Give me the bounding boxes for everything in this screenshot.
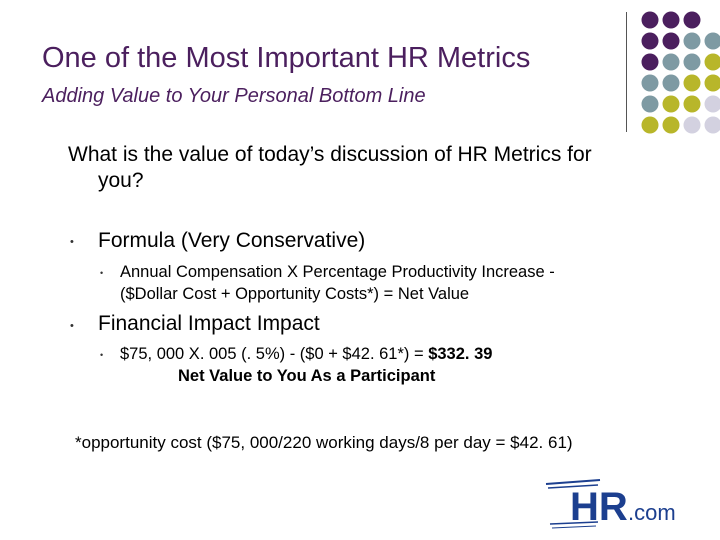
decorative-dot: [705, 96, 720, 113]
slide-title: One of the Most Important HR Metrics: [42, 42, 531, 74]
decorative-dot: [684, 54, 701, 71]
formula-detail-line-1: Annual Compensation X Percentage Productivity Increase -: [120, 263, 555, 281]
logo-com-text: .com: [628, 500, 676, 525]
decorative-dot: [663, 54, 680, 71]
decorative-dot: [705, 33, 720, 50]
calculation-result: $332. 39: [428, 345, 493, 363]
question-line-1: What is the value of today’s discussion of HR Metrics for: [68, 143, 592, 166]
net-value-caption: Net Value to You As a Participant: [178, 367, 436, 385]
bullet-financial-impact: Financial Impact Impact: [98, 312, 320, 335]
decorative-dot: [684, 96, 701, 113]
decorative-dot: [684, 12, 701, 29]
hr-com-logo: [540, 478, 690, 530]
decorative-dot: [663, 33, 680, 50]
slide-subtitle: Adding Value to Your Personal Bottom Line: [42, 85, 426, 107]
formula-detail: [120, 261, 680, 305]
calculation-text: $75, 000 X. 005 (. 5%) - ($0 + $42. 61*) =: [120, 345, 429, 363]
decorative-dot: [684, 33, 701, 50]
decorative-dot: [705, 117, 720, 134]
bullet-marker: •: [70, 236, 74, 248]
question-line-2: you?: [98, 169, 144, 192]
sub-bullet-marker: •: [100, 268, 104, 278]
decorative-dot: [684, 117, 701, 134]
decorative-dot: [684, 75, 701, 92]
decorative-dot: [663, 12, 680, 29]
decorative-dot: [705, 54, 720, 71]
decorative-dot: [642, 75, 659, 92]
bullet-formula: Formula (Very Conservative): [98, 229, 366, 252]
decorative-dot: [642, 96, 659, 113]
decorative-dot: [663, 75, 680, 92]
formula-detail-line-2: ($Dollar Cost + Opportunity Costs*) = Net Value: [120, 285, 470, 303]
decorative-dot: [642, 12, 659, 29]
divider-line: [626, 12, 627, 132]
decorative-dot: [663, 96, 680, 113]
footnote: *opportunity cost ($75, 000/220 working days/8 per day = $42. 61): [75, 433, 573, 452]
decorative-dot: [705, 75, 720, 92]
financial-impact-detail: [120, 343, 680, 387]
question-text: [68, 142, 668, 194]
decorative-dot: [642, 54, 659, 71]
decorative-dot: [642, 117, 659, 134]
decorative-dot: [663, 117, 680, 134]
logo-hr-text: HR: [570, 485, 628, 529]
decorative-dot: [642, 33, 659, 50]
bullet-marker: •: [70, 320, 74, 332]
sub-bullet-marker: •: [100, 350, 104, 360]
